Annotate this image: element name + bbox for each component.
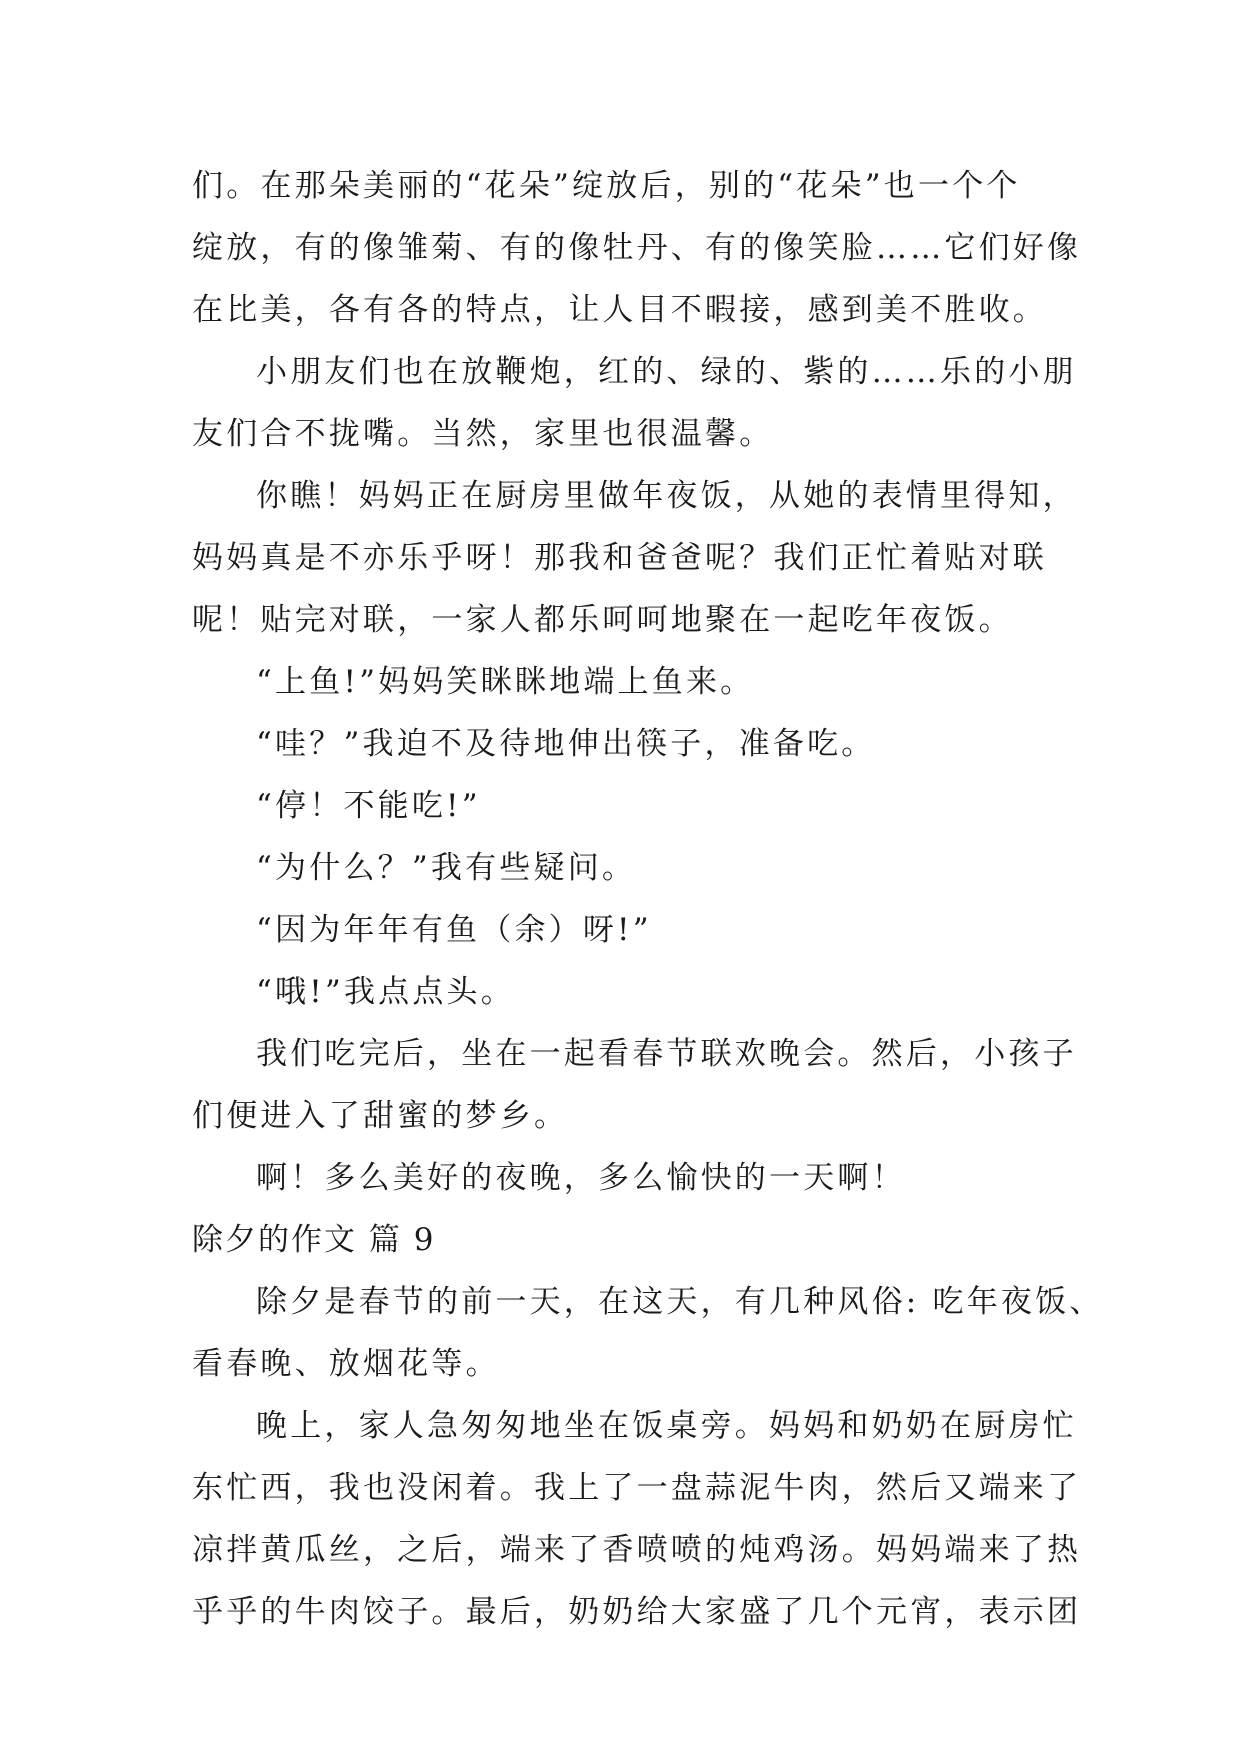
text-line: 妈妈真是不亦乐乎呀！那我和爸爸呢？我们正忙着贴对联 (192, 540, 1047, 576)
essay-section-9 (192, 1271, 1104, 1643)
text-line: 东忙西，我也没闲着。我上了一盘蒜泥牛肉，然后又端来了 (192, 1470, 1082, 1506)
dialogue-line: “为什么？”我有些疑问。 (256, 850, 637, 886)
text-line: 看春晚、放烟花等。 (192, 1346, 500, 1382)
text-line: 呢！贴完对联，一家人都乐呵呵地聚在一起吃年夜饭。 (192, 602, 1013, 638)
dialogue-line: “上鱼!”妈妈笑眯眯地端上鱼来。 (256, 664, 755, 700)
text-line: 凉拌黄瓜丝，之后，端来了香喷喷的炖鸡汤。妈妈端来了热 (192, 1532, 1082, 1568)
text-line: 绽放，有的像雏菊、有的像牡丹、有的像笑脸……它们好像 (192, 230, 1082, 266)
text-line: 们便进入了甜蜜的梦乡。 (192, 1098, 569, 1134)
text-line: 除夕是春节的前一天，在这天，有几种风俗: 吃年夜饭、 (256, 1284, 1104, 1320)
text-line: 们。在那朵美丽的“花朵”绽放后，别的“花朵”也一个个 (192, 168, 1021, 204)
text-line: 乎乎的牛肉饺子。最后，奶奶给大家盛了几个元宵，表示团 (192, 1594, 1082, 1630)
text-line: 啊！多么美好的夜晚，多么愉快的一天啊！ (256, 1160, 906, 1196)
text-line: 我们吃完后，坐在一起看春节联欢晚会。然后，小孩子 (256, 1036, 1077, 1072)
section-heading: 除夕的作文 篇 9 (192, 1222, 436, 1258)
dialogue-line: “因为年年有鱼（余）呀!” (256, 912, 652, 948)
dialogue-line: “哦!”我点点头。 (256, 974, 515, 1010)
text-line: 你瞧！妈妈正在厨房里做年夜饭，从她的表情里得知， (256, 478, 1077, 514)
dialogue-line: “哇？”我迫不及待地伸出筷子，准备吃。 (256, 726, 876, 762)
text-line: 晚上，家人急匆匆地坐在饭桌旁。妈妈和奶奶在厨房忙 (256, 1408, 1077, 1444)
document-page (192, 155, 1104, 1643)
text-line: 小朋友们也在放鞭炮，红的、绿的、紫的……乐的小朋 (256, 354, 1077, 390)
text-line: 友们合不拢嘴。当然，家里也很温馨。 (192, 416, 774, 452)
essay-continuation (192, 155, 1082, 1209)
dialogue-line: “停！不能吃!” (256, 788, 481, 824)
text-line: 在比美，各有各的特点，让人目不暇接，感到美不胜收。 (192, 292, 1047, 328)
